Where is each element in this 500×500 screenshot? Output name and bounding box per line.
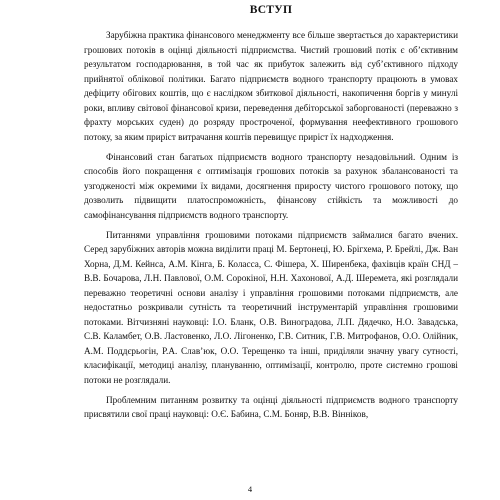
page-number: 4 xyxy=(247,484,253,494)
paragraph-problem-statement: Проблемним питанням розвитку та оцінці діяльності підприємств водного транспорту присвятили свої праці науковці: О.Є. Бабина, С.М. Боняр, В.В. Вінніков, xyxy=(84,394,458,419)
paragraph-intro: Зарубіжна практика фінансового менеджменту все більше звертається до характеристики грошових потоків в оцінці діяльності підприємства. Чистий грошовий потік є об’єктивним результатом господарювання, в той час як прибуток залежить від суб’єктивного підходу прийнятої облікової політики. Багато підприємств водного транспорту працюють в умовах дефіциту обігових коштів, що є наслідком збиткової діяльності, накопичення боргів у минулі роки, впливу світової фінансової кризи, переведення дебіторської заборгованості (переважно з фрахту морських суден) до розряду простроченої, формування неефективного грошового потоку, за яким приріст витрачання коштів перевищує приріст їх надходження. xyxy=(84,30,458,142)
paragraph-financial-state: Фінансовий стан багатьох підприємств водного транспорту незадовільний. Одним із способів його покращення є оптимізація грошових потоків за рахунок збалансованості та узгодженості між окремими їх видами, досягнення приросту чистого грошового потоку, що дозволить підвищити платоспроможність, фінансову стійкість та можливості до самофінансування підприємств водного транспорту. xyxy=(84,151,458,220)
paragraph-literature-review: Питаннями управління грошовими потоками підприємств займалися багато вчених. Серед зарубіжних авторів можна виділити праці М. Бертонеці, Ю. Брігхема, Р. Брейлі, Дж. Ван Хорна, Д.М. Кейнса, А.М. Кінга, Б. Коласса, С. Фішера, Х. Ширенбека, фахівців країн СНД – В.В. Бочарова, Л.Н. Павлової, О.М. Сорокіної, Н.Н. Хахонової, А.Д. Шеремета, які розглядали переважно теоретичні основи аналізу і управління грошовими потоками підприємств, але недостатньо розкривали сутність та теоретичний інструментарій управління грошовими потоками. Вітчизняні науковці: І.О. Бланк, О.В. Виноградова, Л.П. Дядечко, Н.О. Завадська, С.В. Каламбет, О.В. Ластовенко, Л.О. Лігоненко, Г.В. Ситник, Г.В. Митрофанов, О.О. Олійник, А.М. Поддєрьогін, Р.А. Слав’юк, О.О. Терещенко та інші, приділяли значну увагу сутності, класифікації, методиці аналізу, плануванню, оптимізації, контролю, проте системно грошові потоки не розглядали. xyxy=(84,229,458,385)
document-title: ВСТУП xyxy=(249,4,293,16)
document-body xyxy=(84,28,458,422)
